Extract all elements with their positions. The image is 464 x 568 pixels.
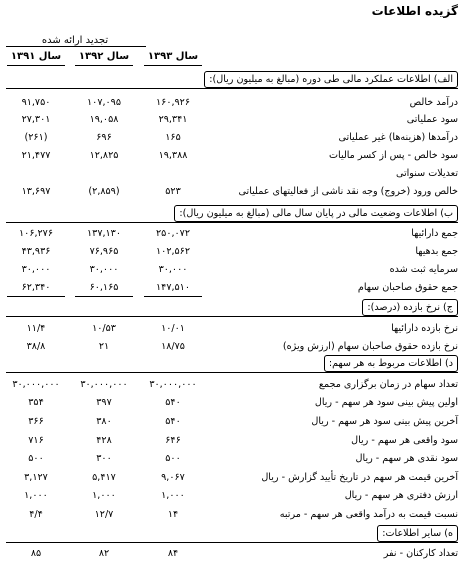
total-underline: [144, 296, 202, 297]
value-1392: ۵,۴۱۷: [92, 472, 116, 483]
table-row: [0, 279, 464, 299]
value-1391: ۱۰۶,۲۷۶: [19, 228, 53, 239]
value-1393: ۸۴: [167, 548, 179, 559]
section-header: ب) اطلاعات وضعیت مالی در پایان سال مالی (مبالغ به میلیون ریال):: [174, 205, 458, 222]
table-row: [0, 545, 464, 565]
table-row: [0, 129, 464, 149]
value-1392: ۸۲: [98, 548, 110, 559]
value-1392: ۴۲۸: [96, 435, 112, 446]
row-label: نسبت قیمت به درآمد واقعی هر سهم - مرتبه: [279, 509, 458, 520]
value-1393: ۵۴۰: [165, 397, 181, 408]
value-1393: ۱۰/۰۱: [161, 323, 185, 334]
value-1391: ۳۰,۰۰۰: [21, 264, 51, 275]
value-1391: ۲۷,۳۰۱: [21, 114, 51, 125]
value-1392: ۶۹۶: [96, 132, 112, 143]
value-1393: ۱۹,۳۸۸: [158, 150, 188, 161]
row-label: تعداد کارکنان - نفر: [383, 548, 458, 559]
total-underline: [7, 296, 65, 297]
value-1392: ۳۰۰: [96, 453, 112, 464]
section-divider: [6, 316, 458, 317]
value-1392: ۱۹,۰۵۸: [89, 114, 119, 125]
section-header: د) اطلاعات مربوط به هر سهم:: [324, 355, 458, 372]
value-1391: ۲۱,۴۷۷: [21, 150, 51, 161]
table-row: [0, 147, 464, 167]
row-label: جمع دارائیها: [411, 228, 458, 239]
row-label: سود خالص - پس از کسر مالیات: [328, 150, 458, 161]
value-1393: ۵۴۰: [165, 416, 181, 427]
value-1391: ۴۳,۹۳۶: [21, 246, 51, 257]
value-1391: ۱,۰۰۰: [24, 490, 48, 501]
row-label: تعداد سهام در زمان برگزاری مجمع: [318, 379, 458, 390]
value-1393: ۹,۰۶۷: [161, 472, 185, 483]
value-1391: ۸۵: [30, 548, 42, 559]
value-1393: ۱۴۷,۵۱۰: [156, 282, 190, 293]
value-1393: ۵۲۳: [165, 186, 181, 197]
value-1392: ۳۰,۰۰۰: [89, 264, 119, 275]
value-1392: ۳۹۷: [96, 397, 112, 408]
row-label: اولین پیش بینی سود هر سهم - ریال: [314, 397, 458, 408]
value-1391: ۳۸/۸: [26, 341, 46, 352]
row-label: درآمد خالص: [409, 97, 458, 108]
value-1392: ۷۶,۹۶۵: [89, 246, 119, 257]
row-label: سود واقعی هر سهم - ریال: [351, 435, 458, 446]
value-1392: ۱۰/۵۳: [92, 323, 116, 334]
row-label: آخرین پیش بینی سود هر سهم - ریال: [311, 416, 458, 427]
value-1393: ۲۵۰,۰۷۲: [156, 228, 190, 239]
table-row: [0, 432, 464, 452]
row-label: ارزش دفتری هر سهم - ریال: [344, 490, 458, 501]
value-1391: ۶۲,۳۴۰: [21, 282, 51, 293]
row-label: خالص ورود (خروج) وجه نقد ناشی از فعالیتهای عملیاتی: [238, 186, 458, 197]
value-1391: ۵۰۰: [28, 453, 44, 464]
value-1392: (۲,۸۵۹): [88, 186, 120, 197]
value-1393: ۱۴: [167, 509, 179, 520]
section-divider: [6, 88, 458, 89]
value-1392: ۱۲/۷: [94, 509, 114, 520]
row-label: جمع بدهیها: [415, 246, 458, 257]
row-label: نرخ بازده دارائیها: [391, 323, 458, 334]
section-header: الف) اطلاعات عملکرد مالی طی دوره (مبالغ به میلیون ریال):: [204, 71, 458, 88]
value-1391: ۳۰,۰۰۰,۰۰۰: [12, 379, 60, 390]
row-label: سود عملیاتی: [406, 114, 458, 125]
value-1393: ۶۴۶: [165, 435, 181, 446]
value-1392: ۱۲,۸۲۵: [89, 150, 119, 161]
page-title: گزیده اطلاعات: [371, 4, 458, 18]
value-1393: ۱۸/۷۵: [161, 341, 185, 352]
value-1392: ۱۳۷,۱۳۰: [87, 228, 121, 239]
value-1392: ۱,۰۰۰: [92, 490, 116, 501]
value-1391: (۲۶۱): [24, 132, 48, 143]
value-1393: ۱۰۲,۵۶۲: [156, 246, 190, 257]
table-row: [0, 506, 464, 526]
value-1392: ۳۰,۰۰۰,۰۰۰: [80, 379, 128, 390]
row-label: سرمایه ثبت شده: [389, 264, 458, 275]
value-1393: ۳۰,۰۰۰,۰۰۰: [149, 379, 197, 390]
year-header-1391: سال ۱۳۹۱: [7, 51, 65, 66]
value-1392: ۶۰,۱۶۵: [89, 282, 119, 293]
value-1392: ۲۱: [98, 341, 110, 352]
table-row: [0, 320, 464, 340]
row-label: جمع حقوق صاحبان سهام: [357, 282, 458, 293]
row-label: آخرین قیمت هر سهم در تاریخ تأیید گزارش - ریال: [261, 472, 458, 483]
value-1393: ۱۶۰,۹۲۶: [156, 97, 190, 108]
restated-header: تجدید ارائه شده: [41, 35, 109, 46]
row-label: تعدیلات سنواتی: [395, 168, 458, 179]
value-1393: ۲۹,۳۴۱: [158, 114, 188, 125]
value-1392: ۳۸۰: [96, 416, 112, 427]
value-1391: ۹۱,۷۵۰: [21, 97, 51, 108]
table-row: [0, 487, 464, 507]
value-1391: ۴/۴: [29, 509, 43, 520]
table-row: [0, 376, 464, 396]
table-row: [0, 111, 464, 131]
value-1392: ۱۰۷,۰۹۵: [87, 97, 121, 108]
value-1391: ۳,۱۲۷: [24, 472, 48, 483]
row-label: نرخ بازده حقوق صاحبان سهام (ارزش ویژه): [282, 341, 458, 352]
value-1391: ۷۱۶: [28, 435, 44, 446]
value-1393: ۱۶۵: [165, 132, 181, 143]
section-header: ج) نرخ بازده (درصد):: [362, 299, 458, 316]
table-row: [0, 413, 464, 433]
table-row: [0, 165, 464, 185]
table-row: [0, 183, 464, 203]
table-row: [0, 394, 464, 414]
year-header-1393: سال ۱۳۹۳: [144, 51, 202, 66]
section-divider: [6, 372, 458, 373]
value-1393: ۳۰,۰۰۰: [158, 264, 188, 275]
section-divider: [6, 222, 458, 223]
value-1391: ۳۵۴: [28, 397, 44, 408]
table-row: [0, 243, 464, 263]
table-row: [0, 261, 464, 281]
total-underline: [75, 296, 133, 297]
value-1393: ۵۰۰: [165, 453, 181, 464]
year-header-1392: سال ۱۳۹۲: [75, 51, 133, 66]
section-divider: [6, 542, 458, 543]
row-label: سود نقدی هر سهم - ریال: [355, 453, 458, 464]
table-row: [0, 225, 464, 245]
value-1391: ۱۱/۴: [26, 323, 46, 334]
table-row: [0, 450, 464, 470]
section-header: ه) سایر اطلاعات:: [377, 525, 458, 542]
value-1391: ۱۳,۶۹۷: [21, 186, 51, 197]
row-label: درآمدها (هزینه‌ها) غیر عملیاتی: [338, 132, 458, 143]
value-1393: ۱,۰۰۰: [161, 490, 185, 501]
table-row: [0, 469, 464, 489]
value-1391: ۳۶۶: [28, 416, 44, 427]
restated-underline: [6, 46, 146, 47]
